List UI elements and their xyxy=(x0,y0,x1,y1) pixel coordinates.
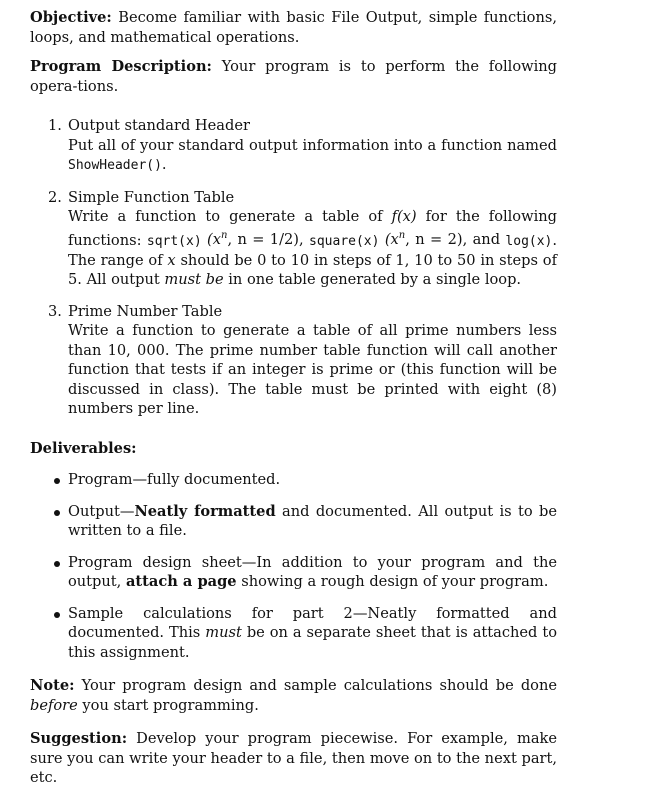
task-number: 3. xyxy=(48,302,62,320)
note-label: Note: xyxy=(30,677,75,695)
objective-paragraph xyxy=(30,8,557,47)
code-showheader: ShowHeader() xyxy=(68,158,162,173)
task-number: 1. xyxy=(48,117,62,134)
description-label: Program Description: xyxy=(30,58,212,75)
deliverable-bold: attach a page xyxy=(125,573,237,591)
bullet-icon xyxy=(54,612,60,618)
task-body-text: should be 0 to 10 in steps of 1, 10 to 50 in steps of 5. All output xyxy=(68,251,557,289)
math-square: ($x^n$, n = 2), and xyxy=(384,230,501,249)
task-number: 2. xyxy=(48,188,62,206)
task-body: Write a function to generate a table of all prime numbers less than 10, 000. The prime number table function will call another function that tests if an integer is prime or (this function will be discussed in class). The table must be printed with eight (8) numbers per line. xyxy=(68,322,557,418)
task-list xyxy=(30,116,557,419)
math-fx: f(x) xyxy=(391,208,417,225)
emphasis-must: must be xyxy=(164,271,224,289)
deliverable-item xyxy=(68,502,557,541)
suggestion-paragraph xyxy=(30,729,557,788)
math-sqrt: ($x^n$, n = 1/2), xyxy=(207,230,304,249)
note-italic: before xyxy=(30,696,78,714)
note-text: you start programming. xyxy=(82,696,259,714)
code-sqrt: sqrt(x) xyxy=(146,233,202,249)
deliverable-item xyxy=(68,604,557,663)
task-body-text: Write a function to generate a table of xyxy=(68,208,383,225)
task-item-3 xyxy=(48,302,557,419)
task-body-text: for the following functions: xyxy=(68,208,557,249)
deliverable-text: Output— xyxy=(68,502,135,520)
deliverable-text: and documented. All output is to be written to a file. xyxy=(68,502,558,540)
task-body xyxy=(68,136,557,176)
description-paragraph xyxy=(30,57,557,96)
task-body-text: Put all of your standard output information into a function named xyxy=(68,136,557,154)
note-paragraph xyxy=(30,676,557,715)
bullet-icon xyxy=(54,478,60,484)
task-body-text: . The range of xyxy=(68,231,558,269)
deliverable-italic: must xyxy=(205,624,242,642)
deliverable-item xyxy=(68,553,557,592)
task-title: Output standard Header xyxy=(68,117,250,134)
bullet-icon xyxy=(54,561,60,567)
deliverable-text: Program design sheet—In addition to your program and the output, xyxy=(68,553,557,591)
task-body-text: in one table generated by a single loop. xyxy=(228,271,522,289)
objective-text: Become familiar with basic File Output, simple functions, loops, and mathematical operations. xyxy=(30,9,557,46)
objective-label: Objective: xyxy=(30,9,112,26)
deliverables-heading: Deliverables: xyxy=(30,439,137,457)
deliverable-text: showing a rough design of your program. xyxy=(241,573,549,591)
deliverable-text: Program—fully documented. xyxy=(68,471,281,489)
code-square: square(x) xyxy=(309,233,380,249)
deliverables-list xyxy=(30,470,557,662)
code-log: log(x) xyxy=(505,233,553,249)
deliverable-text: be on a separate sheet that is attached to this assignment. xyxy=(68,624,557,661)
task-item-2 xyxy=(48,188,558,290)
task-body-end: . xyxy=(161,156,167,173)
suggestion-label: Suggestion: xyxy=(30,730,128,748)
deliverable-bold: Neatly formatted xyxy=(134,502,276,520)
note-text: Your program design and sample calculations should be done xyxy=(81,677,557,695)
task-title: Prime Number Table xyxy=(68,302,223,320)
description-text: Your program is to perform the following opera-tions. xyxy=(30,58,558,95)
bullet-icon xyxy=(54,510,60,516)
suggestion-text: Develop your program piecewise. For example, make sure you can write your header to a file, then move on to the next part, etc. xyxy=(30,730,557,787)
task-body xyxy=(68,207,557,290)
deliverable-item xyxy=(68,470,557,490)
task-item-1 xyxy=(48,116,557,176)
deliverable-text: Sample calculations for part 2—Neatly formatted and documented. This xyxy=(68,604,557,642)
task-title: Simple Function Table xyxy=(68,188,235,206)
math-x: x xyxy=(167,251,176,269)
